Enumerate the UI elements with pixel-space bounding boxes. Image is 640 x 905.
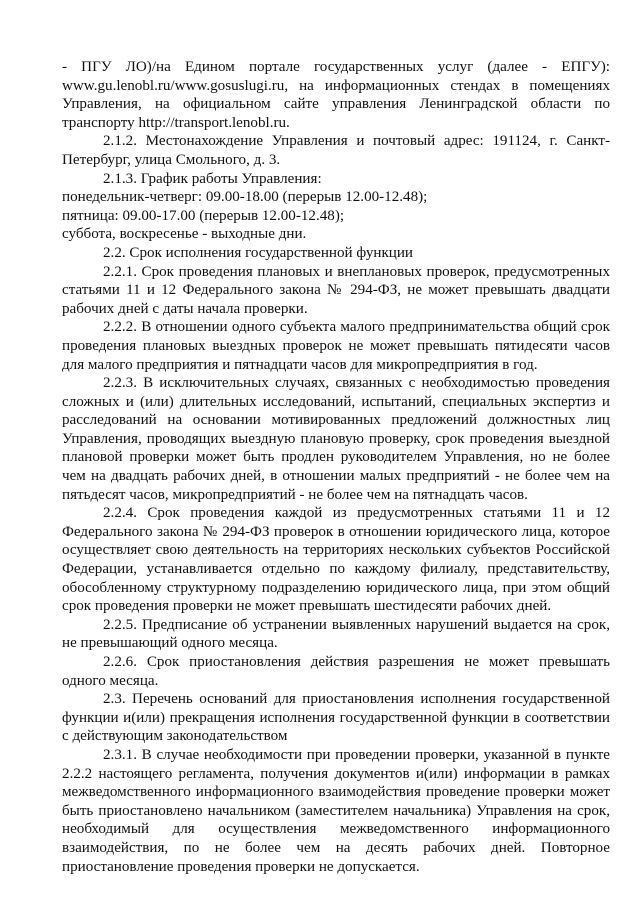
schedule-weekend: суббота, воскресенье - выходные дни. <box>62 226 307 243</box>
section-2-2-heading: 2.2. Срок исполнения государственной функции <box>103 244 414 261</box>
paragraph-2-2-3: 2.2.3. В исключительных случаях, связанных с необходимостью проведения сложных и (или) длительных исследований, испытаний, специальных экспертиз и расследований на основании мотивированных предложений должностных лиц Управления, проводящих выездную плановую проверку, срок проведения выездной плановой проверки может быть продлен руководителем Управления, но не более чем на двадцать рабочих дней, в отношении малых предприятий - не более чем на пятьдесят часов, микропредприятий - не более чем на пятнадцать часов. <box>62 375 610 503</box>
paragraph-2-2-6: 2.2.6. Срок приостановления действия разрешения не может превышать одного месяца. <box>62 654 610 689</box>
schedule-friday: пятница: 09.00-17.00 (перерыв 12.00-12.48); <box>62 207 345 224</box>
section-2-3-heading: 2.3. Перечень оснований для приостановления исполнения государственной функции и(или) прекращения исполнения государственной функции в соответствии с действующим законодательством <box>62 691 610 745</box>
paragraph-epgu-sources: - ПГУ ЛО)/на Едином портале государственных услуг (далее - ЕПГУ): www.gu.lenobl.ru/www.gosuslugi.ru, на информационных стендах в помещениях Управления, на официальном сайте управления Ленинградской области по транспорту http://transport.lenobl.ru. <box>62 59 610 131</box>
paragraph-2-2-2: 2.2.2. В отношении одного субъекта малого предпринимательства общий срок проведения плановых выездных проверок не может превышать пятидесяти часов для малого предприятия и пятнадцати часов для микропредприятия в год. <box>62 319 610 373</box>
paragraph-2-2-5: 2.2.5. Предписание об устранении выявленных нарушений выдается на срок, не превышающий одного месяца. <box>62 616 610 652</box>
schedule-mon-thu: понедельник-четверг: 09.00-18.00 (перерыв 12.00-12.48); <box>62 189 428 206</box>
paragraph-2-1-3-schedule: 2.1.3. График работы Управления: <box>103 170 322 187</box>
paragraph-2-3-1: 2.3.1. В случае необходимости при проведении проверки, указанной в пункте 2.2.2 настоящего регламента, получения документов и(или) информации в рамках межведомственного информационного взаимодействия проведение проверки может быть приостановлено начальником (заместителем начальника) Управления на срок, необходимый для осуществления межведомственного информационного взаимодействия, по не более чем на десять рабочих дней. Повторное приостановление проведения проверки не допускается. <box>62 746 610 875</box>
paragraph-2-2-1: 2.2.1. Срок проведения плановых и внеплановых проверок, предусмотренных статьями 11 и 12 Федерального закона № 294-ФЗ, не может превышать двадцати рабочих дней с даты начала проверки. <box>62 263 610 317</box>
paragraph-2-1-2-address: 2.1.2. Местонахождение Управления и почтовый адрес: 191124, г. Санкт-Петербург, улица Смольного, д. 3. <box>62 133 610 168</box>
paragraph-2-2-4: 2.2.4. Срок проведения каждой из предусмотренных статьями 11 и 12 Федерального закона № 294-ФЗ проверок в отношении юридического лица, которое осуществляет свою деятельность на территориях нескольких субъектов Российской Федерации, устанавливается отдельно по каждому филиалу, представительству, обособленному структурному подразделению юридического лица, при этом общий срок проведения проверки не может превышать шестидесяти рабочих дней. <box>62 505 610 615</box>
